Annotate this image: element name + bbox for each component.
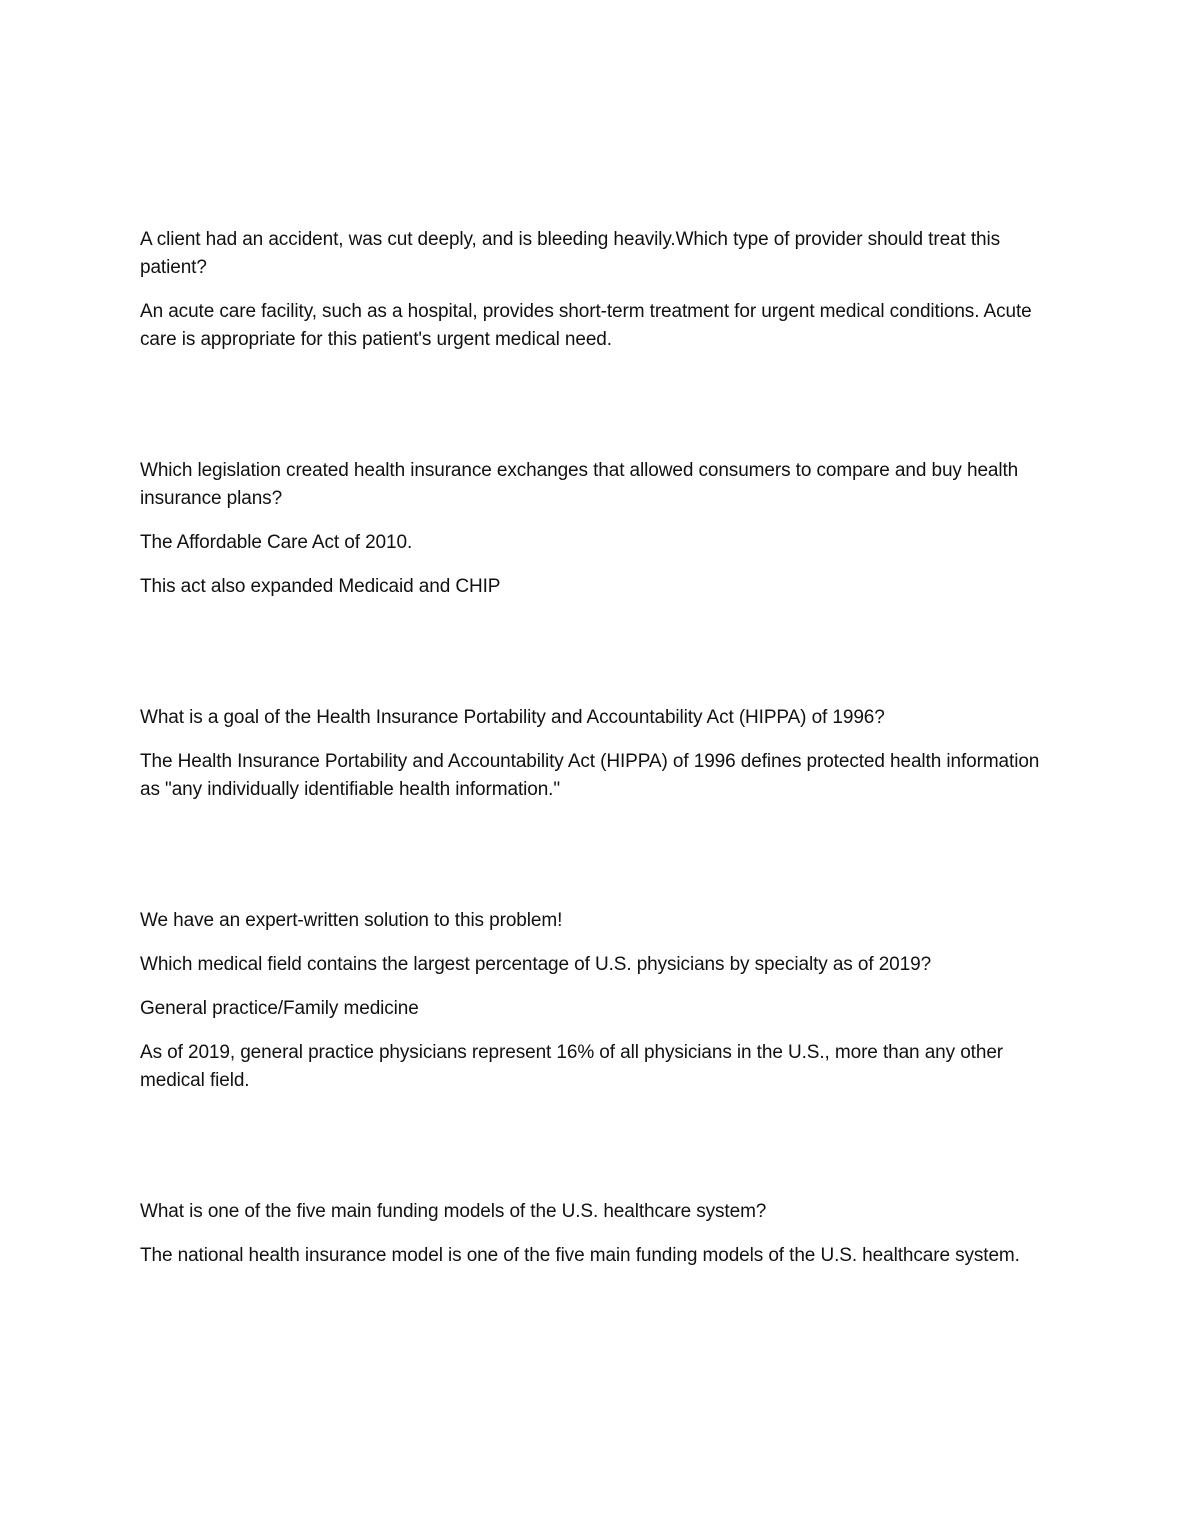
question-paragraph: A client had an accident, was cut deeply, and is bleeding heavily.Which type of provider should treat this patient? (140, 229, 1001, 278)
answer-paragraph: The national health insurance model is one of the five main funding models of the U.S. healthcare system. (140, 1245, 1020, 1266)
question-paragraph: Which legislation created health insurance exchanges that allowed consumers to compare and buy health insurance plans? (140, 460, 1019, 509)
answer-paragraph: As of 2019, general practice physicians represent 16% of all physicians in the U.S., more than any other medical field. (140, 1042, 1004, 1091)
notice-paragraph: We have an expert-written solution to this problem! (140, 910, 563, 931)
answer-paragraph: The Affordable Care Act of 2010. (140, 532, 413, 553)
question-paragraph: Which medical field contains the largest percentage of U.S. physicians by specialty as of 2019? (140, 954, 932, 975)
answer-paragraph: This act also expanded Medicaid and CHIP (140, 576, 501, 597)
question-paragraph: What is a goal of the Health Insurance Portability and Accountability Act (HIPPA) of 1996? (140, 707, 885, 728)
answer-paragraph: An acute care facility, such as a hospital, provides short-term treatment for urgent medical conditions. Acute care is appropriate for this patient's urgent medical need. (140, 301, 1032, 350)
question-paragraph: What is one of the five main funding models of the U.S. healthcare system? (140, 1201, 767, 1222)
answer-paragraph: The Health Insurance Portability and Accountability Act (HIPPA) of 1996 defines protected health information as "any individually identifiable health information." (140, 751, 1040, 800)
answer-paragraph: General practice/Family medicine (140, 998, 419, 1019)
